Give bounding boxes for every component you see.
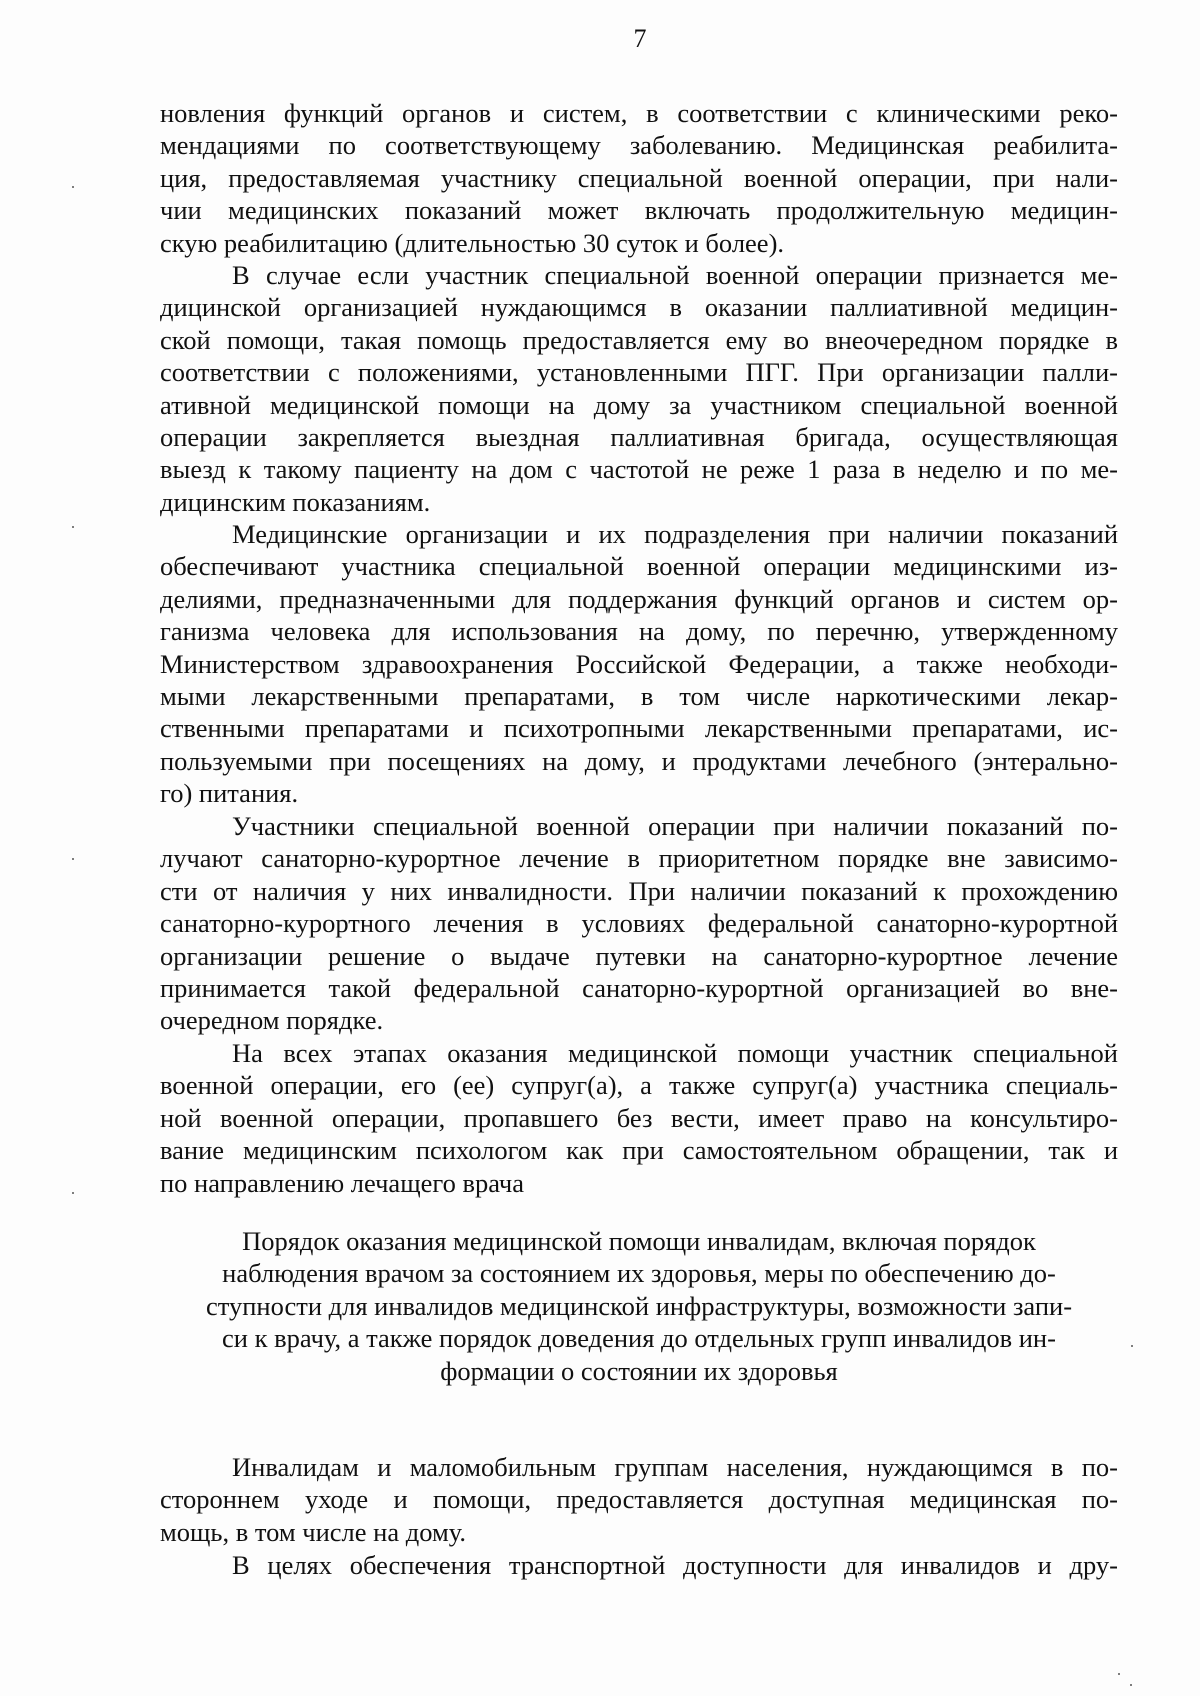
heading-line: си к врачу, а также порядок доведения до отдельных групп инвалидов ин- [222,1323,1056,1354]
heading-line: формации о состоянии их здоровья [440,1355,838,1386]
text-line: чии медицинских показаний может включать продолжительную медицин- [160,195,1118,226]
scan-speck [72,1192,74,1194]
text-line: организации решение о выдаче путевки на санаторно-курортное лечение [160,940,1118,971]
heading-line: наблюдения врачом за состоянием их здоровья, меры по обеспечению до- [222,1258,1056,1289]
scan-speck [1118,1673,1120,1675]
text-line: операции закрепляется выездная паллиативная бригада, осуществляющая [160,422,1118,453]
text-line: пользуемыми при посещениях на дому, и продуктами лечебного (энтерально- [160,745,1118,776]
text-line: сти от наличия у них инвалидности. При наличии показаний к прохождению [160,875,1118,906]
text-line: дицинским показаниям. [160,486,431,517]
text-line: ственными препаратами и психотропными лекарственными препаратами, ис- [160,713,1118,744]
text-line: ской помощи, такая помощь предоставляется ему во внеочередном порядке в [160,324,1118,355]
paragraph-sanatorium [160,810,1118,1037]
text-line: В случае если участник специальной военной операции признается ме- [232,260,1118,290]
scan-speck [1130,1684,1132,1686]
scan-speck [1131,1345,1133,1347]
text-line: военной операции, его (ее) супруг(а), а также супруг(а) участника специаль- [160,1070,1118,1101]
text-line: Участники специальной военной операции при наличии показаний по- [232,811,1118,841]
text-line: ганизма человека для использования на дому, по перечню, утвержденному [160,616,1118,647]
page-number: 7 [633,24,647,53]
text-line: Инвалидам и маломобильным группам населения, нуждающимся в по- [232,1452,1118,1482]
text-line: мыми лекарственными препаратами, в том числе наркотическими лекар- [160,681,1118,712]
paragraph-medical-devices [160,518,1118,810]
scan-speck [72,186,74,188]
heading-line: ступности для инвалидов медицинской инфраструктуры, возможности запи- [205,1290,1073,1321]
text-line: обеспечивают участника специальной военной операции медицинскими из- [160,551,1118,582]
paragraph-disabled-care [160,1451,1118,1548]
text-line: дицинской организацией нуждающимся в оказании паллиативной медицин- [160,292,1118,323]
scan-speck [72,526,74,528]
text-line: го) питания. [160,778,299,809]
paragraph-transport-access [160,1549,1118,1581]
text-line: мощь, в том числе на дому. [160,1516,466,1547]
text-line: соответствии с положениями, установленными ПГГ. При организации палли- [160,357,1118,388]
paragraph-rehabilitation [160,97,1118,259]
text-line: санаторно-курортного лечения в условиях федеральной санаторно-курортной [160,908,1118,939]
text-line: делиями, предназначенными для поддержания функций органов и систем ор- [160,583,1118,614]
paragraph-palliative-care [160,259,1118,518]
text-line: по направлению лечащего врача [160,1167,524,1198]
text-line: На всех этапах оказания медицинской помощи участник специальной [232,1038,1118,1068]
text-line: лучают санаторно-курортное лечение в приоритетном порядке вне зависимо- [160,843,1118,874]
scan-speck [72,858,74,860]
text-line: принимается такой федеральной санаторно-курортной организацией во вне- [160,973,1118,1004]
section-heading [160,1225,1118,1387]
heading-line: Порядок оказания медицинской помощи инвалидам, включая порядок [242,1226,1036,1256]
text-line: Медицинские организации и их подразделения при наличии показаний [232,519,1118,549]
text-line: ной военной операции, пропавшего без вести, имеет право на консультиро- [160,1102,1118,1133]
text-line: выезд к такому пациенту на дом с частотой не реже 1 раза в неделю и по ме- [160,454,1118,485]
text-line: Министерством здравоохранения Российской Федерации, а также необходи- [160,648,1118,679]
text-line: новления функций органов и систем, в соответствии с клиническими реко- [160,98,1118,128]
text-line: стороннем уходе и помощи, предоставляется доступная медицинская по- [160,1484,1118,1515]
text-line: очередном порядке. [160,1005,384,1036]
text-line: В целях обеспечения транспортной доступности для инвалидов и дру- [232,1550,1118,1580]
text-line: вание медицинским психологом как при самостоятельном обращении, так и [160,1135,1118,1166]
text-line: ативной медицинской помощи на дому за участником специальной военной [160,389,1118,420]
text-line: скую реабилитацию (длительностью 30 суток и более). [160,227,785,258]
text-line: мендациями по соответствующему заболеванию. Медицинская реабилита- [160,130,1118,161]
text-line: ция, предоставляемая участнику специальной военной операции, при нали- [160,162,1118,193]
paragraph-psychologist [160,1037,1118,1199]
